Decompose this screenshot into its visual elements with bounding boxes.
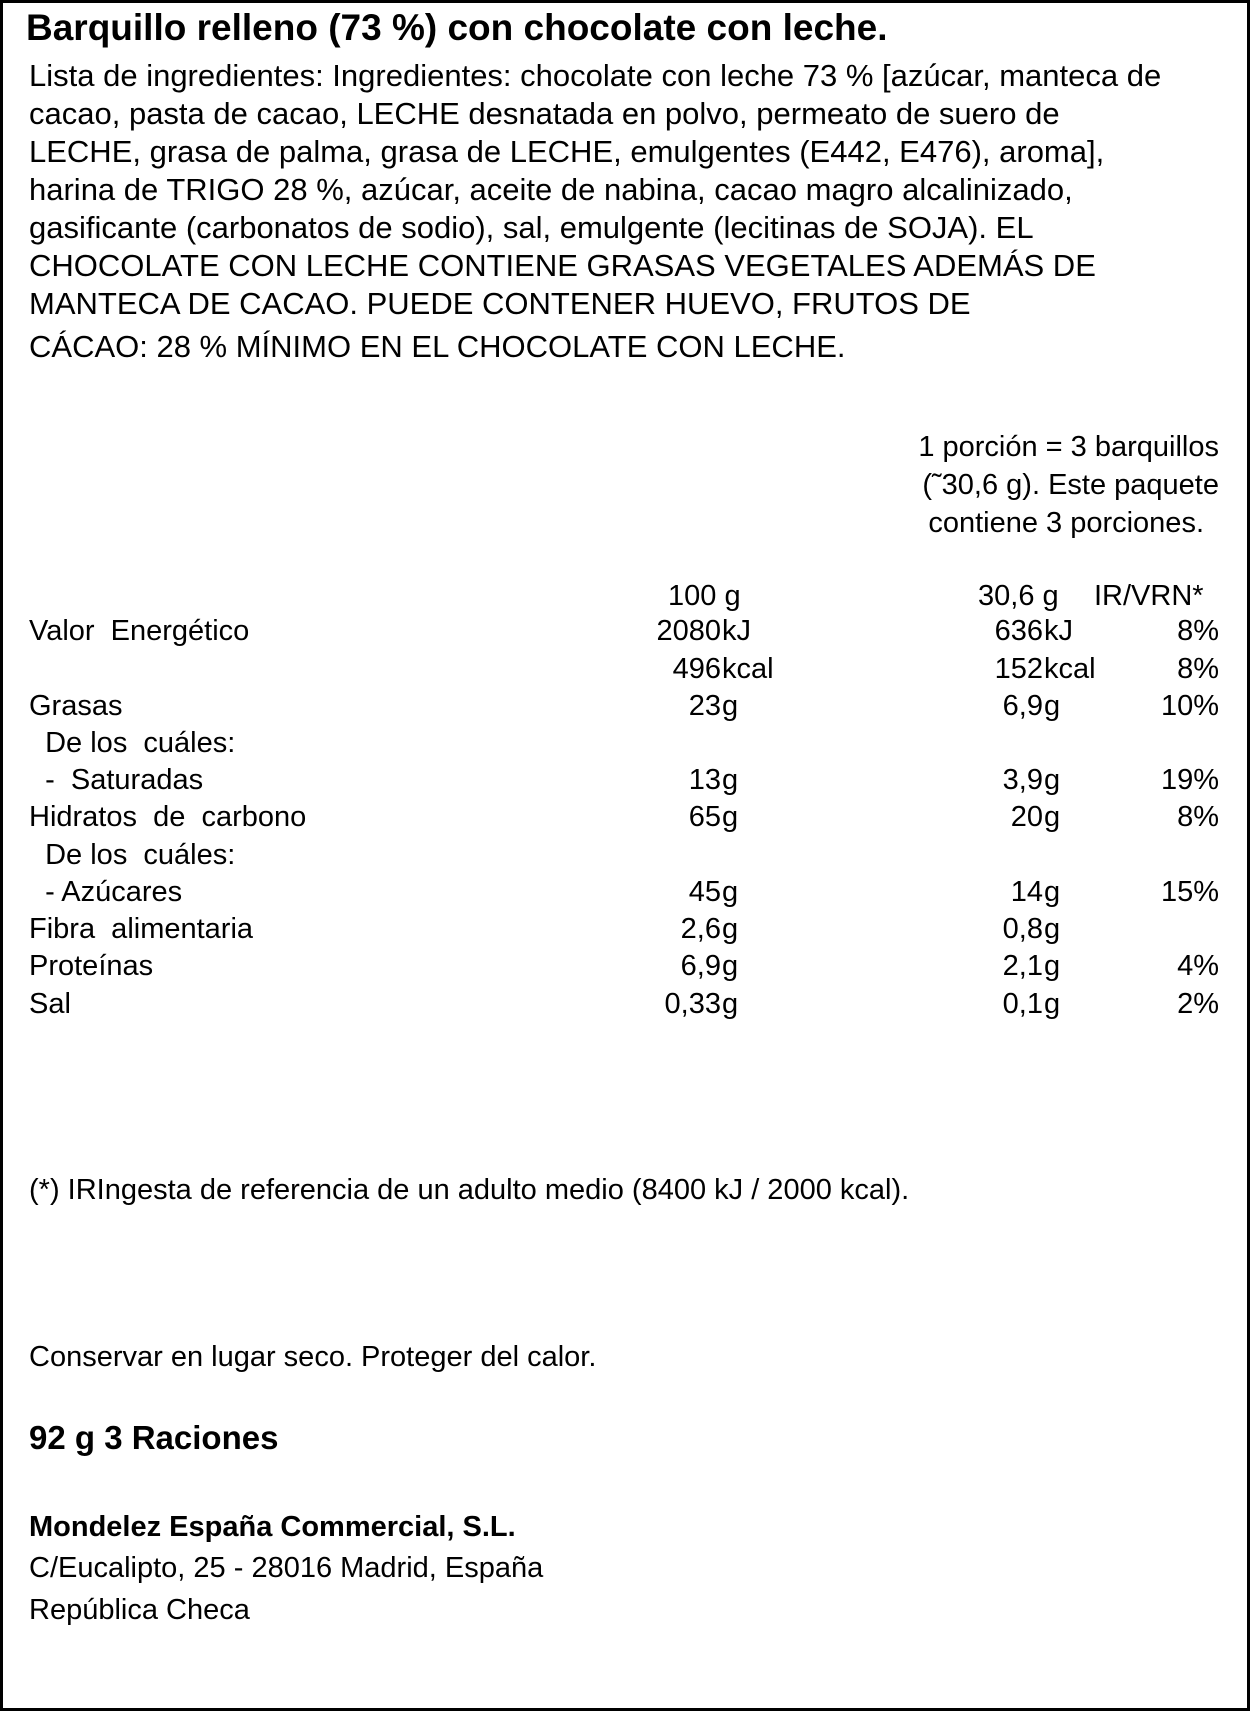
value-per-serving: 0,1	[1002, 988, 1043, 1020]
ingredients-line: gasificante (carbonatos de sodio), sal, emulgente (lecitinas de SOJA). EL	[29, 210, 1034, 245]
address-line: C/Eucalipto, 25 - 28016 Madrid, España	[29, 1552, 544, 1584]
value-per-100g: 45	[688, 876, 721, 908]
nutrient-name: - Azúcares	[29, 876, 183, 908]
value-per-100g: 65	[688, 801, 721, 833]
value-per-100g: 23	[688, 690, 721, 722]
unit-per-serving: g	[1044, 876, 1061, 908]
unit-per-100g: g	[722, 690, 739, 722]
reference-intake-percent: 2%	[1177, 988, 1219, 1020]
value-per-100g: 496	[672, 653, 721, 685]
value-per-serving: 636	[994, 615, 1043, 647]
storage-instructions: Conservar en lugar seco. Proteger del calor.	[29, 1341, 597, 1373]
value-per-100g: 0,33	[664, 988, 721, 1020]
ingredients-line: Lista de ingredientes: Ingredientes: chocolate con leche 73 % [azúcar, manteca de	[29, 58, 1162, 93]
unit-per-100g: g	[722, 876, 739, 908]
nutrient-name: - Saturadas	[29, 764, 204, 796]
net-content: 92 g 3 Raciones	[29, 1419, 279, 1456]
unit-per-serving: g	[1044, 764, 1061, 796]
ingredients-line: CHOCOLATE CON LECHE CONTIENE GRASAS VEGETALES ADEMÁS DE	[29, 248, 1096, 283]
address-line: República Checa	[29, 1594, 250, 1626]
footnote: (*) IRIngesta de referencia de un adulto medio (8400 kJ / 2000 kcal).	[29, 1174, 910, 1206]
unit-per-100g: kJ	[722, 615, 751, 647]
unit-per-serving: g	[1044, 913, 1061, 945]
reference-intake-percent: 8%	[1177, 653, 1219, 685]
unit-per-100g: g	[722, 988, 739, 1020]
reference-intake-percent: 4%	[1177, 950, 1219, 982]
unit-per-serving: g	[1044, 801, 1061, 833]
unit-per-serving: g	[1044, 950, 1061, 982]
unit-per-serving: kJ	[1044, 615, 1073, 647]
unit-per-100g: g	[722, 913, 739, 945]
reference-intake-percent: 19%	[1160, 764, 1219, 796]
header-per-100g: 100 g	[668, 580, 741, 612]
value-per-serving: 2,1	[1002, 950, 1043, 982]
value-per-serving: 6,9	[1002, 690, 1043, 722]
ingredients-line: CÁCAO: 28 % MÍNIMO EN EL CHOCOLATE CON LECHE.	[29, 329, 846, 364]
manufacturer-name: Mondelez España Commercial, S.L.	[29, 1511, 516, 1543]
ingredients-line: MANTECA DE CACAO. PUEDE CONTENER HUEVO, FRUTOS DE	[29, 286, 971, 321]
product-title: Barquillo relleno (73 %) con chocolate con leche.	[26, 7, 888, 48]
header-ri: IR/VRN*	[1094, 580, 1204, 612]
value-per-serving: 20	[1010, 801, 1043, 833]
value-per-serving: 152	[994, 653, 1043, 685]
value-per-100g: 2080	[656, 615, 721, 647]
nutrient-name: Hidratos de carbono	[29, 801, 307, 833]
reference-intake-percent: 15%	[1160, 876, 1219, 908]
unit-per-100g: g	[722, 764, 739, 796]
value-per-100g: 6,9	[680, 950, 721, 982]
nutrient-name: Valor Energético	[29, 615, 250, 647]
unit-per-100g: g	[722, 950, 739, 982]
value-per-serving: 0,8	[1002, 913, 1043, 945]
unit-per-serving: g	[1044, 988, 1061, 1020]
unit-per-serving: kcal	[1044, 653, 1096, 685]
unit-per-100g: kcal	[722, 653, 774, 685]
value-per-serving: 3,9	[1002, 764, 1043, 796]
reference-intake-percent: 8%	[1177, 615, 1219, 647]
nutrient-name: De los cuáles:	[29, 727, 236, 759]
serving-line: contiene 3 porciones.	[928, 507, 1204, 539]
ingredients-line: harina de TRIGO 28 %, azúcar, aceite de nabina, cacao magro alcalinizado,	[29, 172, 1073, 207]
value-per-100g: 13	[688, 764, 721, 796]
value-per-serving: 14	[1010, 876, 1043, 908]
serving-line: 1 porción = 3 barquillos	[918, 431, 1219, 463]
reference-intake-percent: 8%	[1177, 801, 1219, 833]
unit-per-serving: g	[1044, 690, 1061, 722]
ingredients-line: LECHE, grasa de palma, grasa de LECHE, emulgentes (E442, E476), aroma],	[29, 134, 1105, 169]
nutrient-name: De los cuáles:	[29, 839, 236, 871]
reference-intake-percent: 10%	[1160, 690, 1219, 722]
nutrient-name: Grasas	[29, 690, 123, 722]
header-per-serving: 30,6 g	[978, 580, 1059, 612]
value-per-100g: 2,6	[680, 913, 721, 945]
nutrient-name: Proteínas	[29, 950, 154, 982]
unit-per-100g: g	[722, 801, 739, 833]
nutrient-name: Fibra alimentaria	[29, 913, 254, 945]
serving-line: (˜30,6 g). Este paquete	[922, 469, 1219, 501]
nutrient-name: Sal	[29, 988, 71, 1020]
ingredients-line: cacao, pasta de cacao, LECHE desnatada en polvo, permeato de suero de	[29, 96, 1060, 131]
